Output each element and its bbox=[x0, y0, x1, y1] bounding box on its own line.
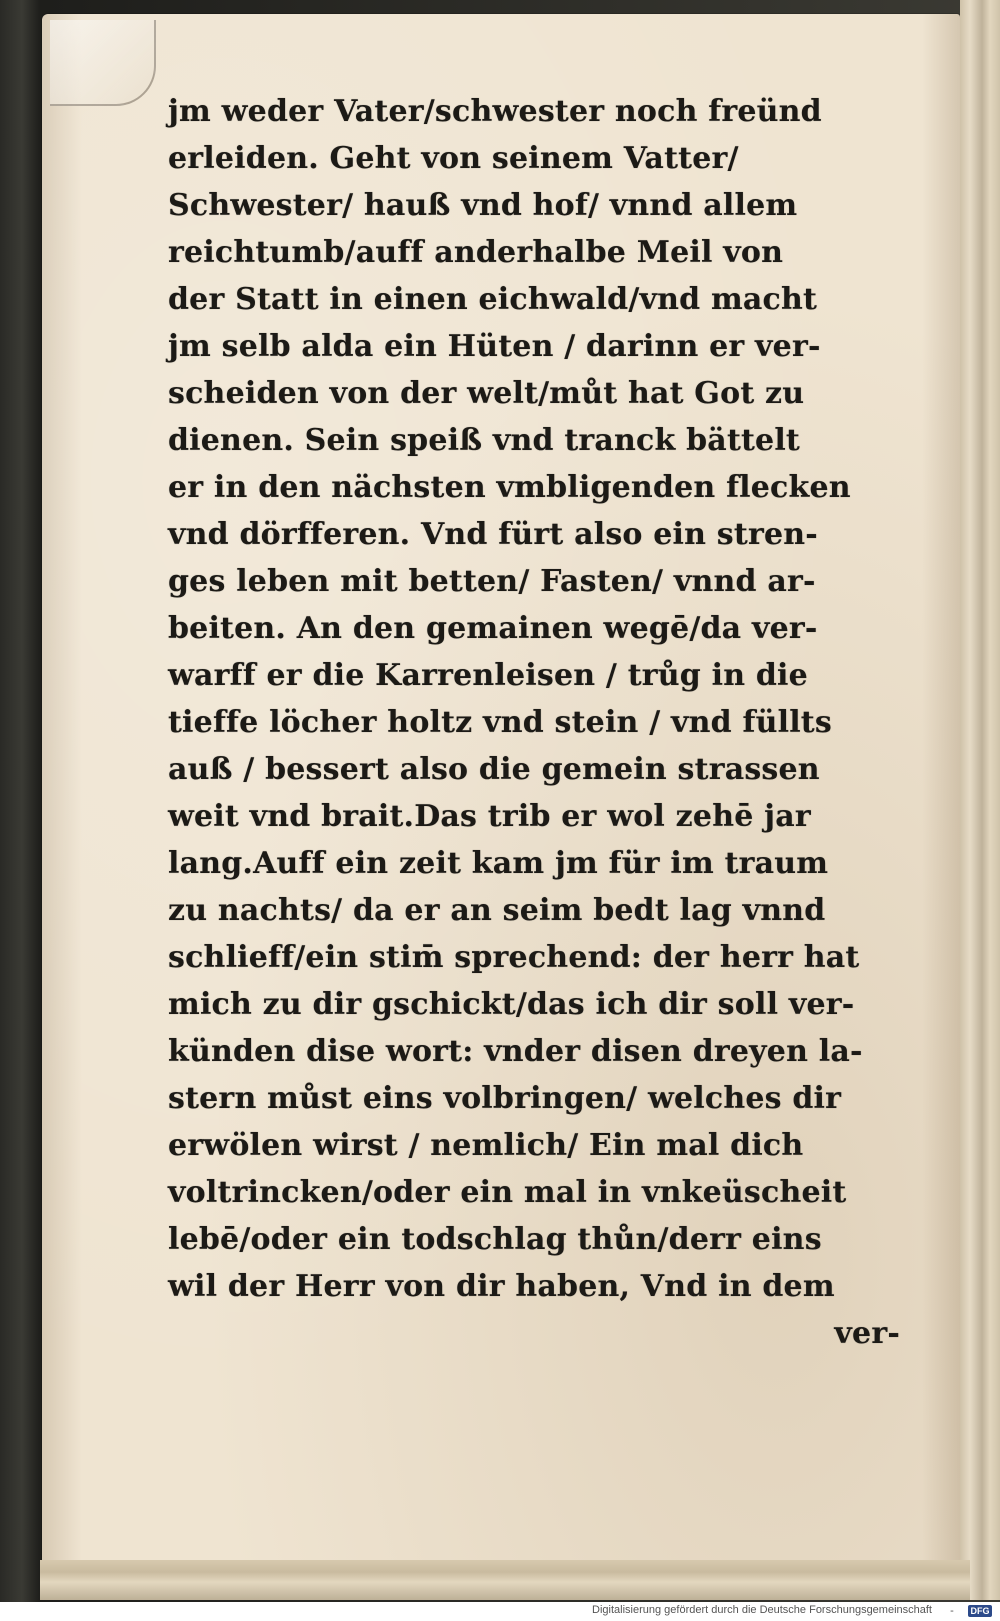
footer-separator: - bbox=[950, 1605, 954, 1617]
text-line: der Statt in einen eichwald/vnd macht bbox=[168, 282, 818, 317]
text-line: stern můst eins volbringen/ welches dir bbox=[168, 1081, 842, 1116]
text-line: schlieff/ein stim̄ sprechend: der herr hat bbox=[168, 940, 860, 975]
text-line: jm weder Vater/schwester noch freünd bbox=[168, 94, 822, 129]
text-line: tieffe löcher holtz vnd stein / vnd füllts bbox=[168, 705, 832, 740]
text-line: zu nachts/ da er an seim bedt lag vnnd bbox=[168, 893, 826, 928]
text-line: lebē/oder ein todschlag thůn/derr eins bbox=[168, 1222, 822, 1257]
text-line: jm selb alda ein Hüten / darinn er ver- bbox=[168, 329, 821, 364]
dfg-logo-icon: DFG bbox=[968, 1605, 992, 1617]
text-line: wil der Herr von dir haben, Vnd in dem bbox=[168, 1269, 835, 1304]
text-line: vnd dörfferen. Vnd fürt also ein stren- bbox=[168, 517, 818, 552]
footer-credit: Digitalisierung gefördert durch die Deutsche Forschungsgemeinschaft bbox=[592, 1604, 932, 1616]
text-line: Schwester/ hauß vnd hof/ vnnd allem bbox=[168, 188, 798, 223]
text-line: erwölen wirst / nemlich/ Ein mal dich bbox=[168, 1128, 804, 1163]
text-line: er in den nächsten vmbligenden flecken bbox=[168, 470, 851, 505]
text-line: scheiden von der welt/můt hat Got zu bbox=[168, 376, 805, 411]
page-edge bbox=[960, 0, 1000, 1600]
text-line: auß / bessert also die gemein strassen bbox=[168, 752, 820, 787]
page-bottom-edge bbox=[40, 1560, 970, 1600]
catchword: ver- bbox=[834, 1316, 900, 1351]
text-line: erleiden. Geht von seinem Vatter/ bbox=[168, 141, 739, 176]
body-text bbox=[168, 88, 908, 1357]
digitization-footer bbox=[0, 1602, 1000, 1621]
page-tab bbox=[50, 20, 156, 106]
text-line: ges leben mit betten/ Fasten/ vnnd ar- bbox=[168, 564, 816, 599]
text-line: weit vnd brait.Das trib er wol zehē jar bbox=[168, 799, 811, 834]
text-line: dienen. Sein speiß vnd tranck bättelt bbox=[168, 423, 800, 458]
text-line: warff er die Karrenleisen / trůg in die bbox=[168, 658, 808, 693]
text-line: lang.Auff ein zeit kam jm für im traum bbox=[168, 846, 829, 881]
text-line: beiten. An den gemainen wegē/da ver- bbox=[168, 611, 818, 646]
text-line: künden dise wort: vnder disen dreyen la- bbox=[168, 1034, 863, 1069]
text-line: mich zu dir gschickt/das ich dir soll ver- bbox=[168, 987, 855, 1022]
text-line: reichtumb/auff anderhalbe Meil von bbox=[168, 235, 784, 270]
text-line: voltrincken/oder ein mal in vnkeüscheit bbox=[168, 1175, 847, 1210]
